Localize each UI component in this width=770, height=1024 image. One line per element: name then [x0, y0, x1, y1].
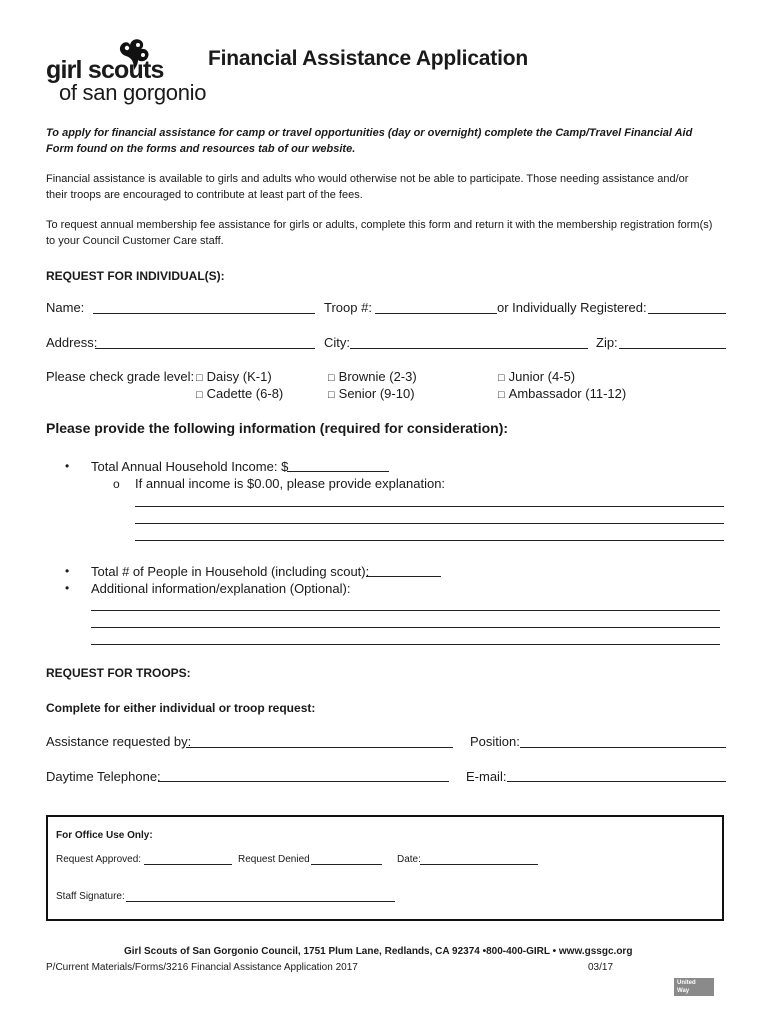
registered-label: or Individually Registered:: [497, 300, 647, 315]
checkbox-icon[interactable]: □: [328, 389, 335, 401]
signature-label: Staff Signature:: [56, 891, 125, 902]
individual-heading: REQUEST FOR INDIVIDUAL(S):: [46, 269, 225, 283]
additional-label: Additional information/explanation (Optional):: [91, 581, 351, 596]
date-label: Date:: [397, 854, 421, 865]
email-label: E-mail:: [466, 769, 507, 784]
footer-file-path: P/Current Materials/Forms/3216 Financial Assistance Application 2017: [46, 962, 358, 973]
phone-field[interactable]: [158, 781, 449, 782]
additional-line-2[interactable]: [91, 627, 720, 628]
intro-italic-line-2: Form found on the forms and resources tab of our website.: [46, 143, 356, 155]
assistance-label: Assistance requested by:: [46, 734, 192, 749]
approved-field[interactable]: [144, 864, 232, 865]
income-explain-line-2[interactable]: [135, 523, 724, 524]
signature-field[interactable]: [126, 901, 395, 902]
troop-label: Troop #:: [324, 300, 372, 315]
grade-cadette[interactable]: [196, 386, 283, 401]
bullet-icon: •: [65, 459, 70, 473]
people-label: Total # of People in Household (including scout):: [91, 564, 370, 579]
bullet-icon: •: [65, 564, 70, 578]
income-explain-label: If annual income is $0.00, please provide explanation:: [135, 476, 446, 491]
additional-line-1[interactable]: [91, 610, 720, 611]
grade-brownie-label: Brownie (2-3): [338, 369, 417, 384]
footer-date-code: 03/17: [588, 962, 614, 973]
page-title: Financial Assistance Application: [208, 47, 528, 70]
united-way-line-2: Way: [677, 988, 690, 994]
position-field[interactable]: [520, 747, 726, 748]
troops-heading: REQUEST FOR TROOPS:: [46, 666, 191, 680]
office-heading: For Office Use Only:: [56, 830, 153, 841]
income-field[interactable]: [287, 471, 389, 472]
phone-label: Daytime Telephone:: [46, 769, 161, 784]
address-label: Address:: [46, 335, 98, 350]
sub-bullet-icon: o: [113, 477, 120, 491]
intro-paragraph-1-line-2: their troops are encouraged to contribute at least part of the fees.: [46, 189, 363, 201]
logo-council-name: of san gorgonio: [59, 80, 207, 105]
zip-field[interactable]: [619, 348, 726, 349]
grade-brownie[interactable]: [328, 369, 417, 384]
name-field[interactable]: [93, 313, 315, 314]
info-heading: Please provide the following information (required for consideration):: [46, 420, 509, 436]
checkbox-icon[interactable]: □: [196, 389, 203, 401]
people-field[interactable]: [366, 576, 441, 577]
grade-daisy[interactable]: [196, 369, 272, 384]
intro-italic-line-1: To apply for financial assistance for camp or travel opportunities (day or overnight) complete the Camp/Travel Financial Aid: [46, 127, 693, 139]
date-field[interactable]: [420, 864, 538, 865]
denied-field[interactable]: [311, 864, 382, 865]
checkbox-icon[interactable]: □: [328, 372, 335, 384]
grade-senior[interactable]: [328, 386, 415, 401]
name-label: Name:: [46, 300, 85, 315]
denied-label: Request Denied: [238, 854, 310, 865]
additional-line-3[interactable]: [91, 644, 720, 645]
grade-label: Please check grade level:: [46, 369, 195, 384]
checkbox-icon[interactable]: □: [196, 372, 203, 384]
intro-paragraph-1-line-1: Financial assistance is available to girls and adults who would otherwise not be able to participate. Those needing assistance and/or: [46, 173, 689, 185]
registered-field[interactable]: [648, 313, 726, 314]
approved-label: Request Approved:: [56, 854, 142, 865]
income-explain-line-3[interactable]: [135, 540, 724, 541]
position-label: Position:: [470, 734, 520, 749]
checkbox-icon[interactable]: □: [498, 372, 505, 384]
grade-junior[interactable]: [498, 369, 575, 384]
income-explain-line-1[interactable]: [135, 506, 724, 507]
complete-note: Complete for either individual or troop request:: [46, 701, 316, 715]
intro-paragraph-2-line-2: to your Council Customer Care staff.: [46, 235, 224, 247]
grade-cadette-label: Cadette (6-8): [206, 386, 284, 401]
city-field[interactable]: [350, 348, 588, 349]
bullet-icon: •: [65, 581, 70, 595]
united-way-logo: [674, 978, 714, 996]
grade-ambassador-label: Ambassador (11-12): [508, 386, 627, 401]
address-field[interactable]: [95, 348, 315, 349]
city-label: City:: [324, 335, 350, 350]
footer-address: Girl Scouts of San Gorgonio Council, 1751 Plum Lane, Redlands, CA 92374 •800-400-GIRL • www.gssgc.org: [124, 946, 633, 957]
zip-label: Zip:: [596, 335, 618, 350]
checkbox-icon[interactable]: □: [498, 389, 505, 401]
united-way-line-1: United: [677, 980, 696, 986]
assistance-field[interactable]: [186, 747, 453, 748]
troop-number-field[interactable]: [375, 313, 497, 314]
grade-senior-label: Senior (9-10): [338, 386, 415, 401]
income-label: Total Annual Household Income: $: [91, 459, 289, 474]
logo-girl-scouts: girl scouts: [46, 56, 164, 84]
intro-paragraph-2-line-1: To request annual membership fee assistance for girls or adults, complete this form and return it with the membership registration form(s): [46, 219, 713, 231]
email-field[interactable]: [507, 781, 726, 782]
grade-junior-label: Junior (4-5): [508, 369, 576, 384]
grade-daisy-label: Daisy (K-1): [206, 369, 272, 384]
grade-ambassador[interactable]: [498, 386, 626, 401]
